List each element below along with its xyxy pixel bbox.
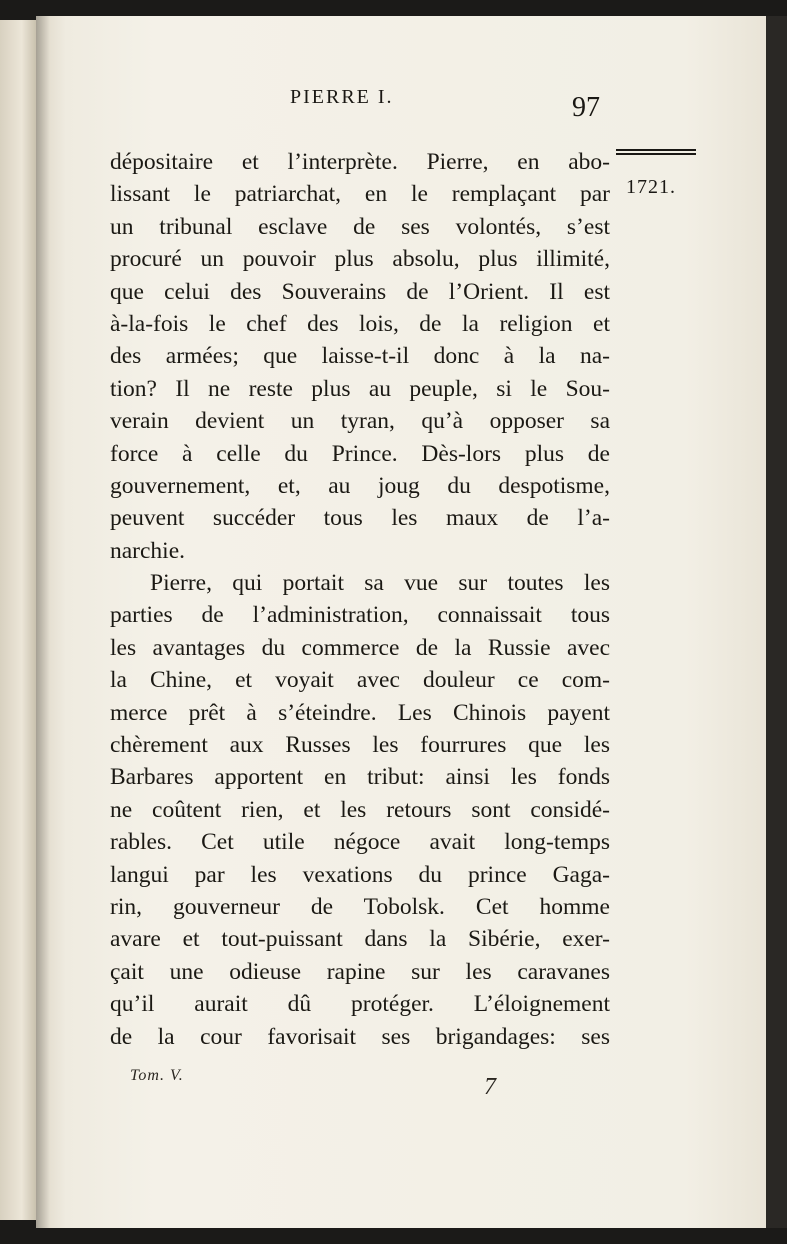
margin-rule [616,149,696,159]
signature-mark: Tom. V. [130,1067,184,1084]
text-line: qu’il aurait dû protéger. L’éloignement [110,991,610,1018]
text-line: rables. Cet utile négoce avait long-temps [110,829,610,856]
text-line: Pierre, qui portait sa vue sur toutes les [150,570,610,597]
text-line: merce prêt à s’éteindre. Les Chinois payent [110,699,610,726]
text-line: parties de l’administration, connaissait tous [110,602,610,629]
text-line: avare et tout-puissant dans la Sibérie, exer- [110,926,610,953]
text-line: lissant le patriarchat, en le remplaçant par [110,181,610,208]
text-line: chèrement aux Russes les fourrures que les [110,732,610,759]
gutter-shadow [36,16,50,1228]
facing-page-edge [0,20,36,1220]
signature-number: 7 [484,1074,496,1100]
text-line: des armées; que laisse-t-il donc à la na- [110,343,610,370]
text-line: ne coûtent rien, et les retours sont considé- [110,796,610,823]
text-line: Barbares apportent en tribut: ainsi les fonds [110,764,610,791]
text-line: la Chine, et voyait avec douleur ce com- [110,667,610,694]
text-line: peuvent succéder tous les maux de l’a- [110,505,610,532]
text-line: rin, gouverneur de Tobolsk. Cet homme [110,893,610,920]
text-line: gouvernement, et, au joug du despotisme, [110,472,610,499]
text-line: les avantages du commerce de la Russie avec [110,634,610,661]
text-line: verain devient un tyran, qu’à opposer sa [110,408,610,435]
text-line: force à celle du Prince. Dès-lors plus de [110,440,610,467]
text-line: procuré un pouvoir plus absolu, plus illimité, [110,246,610,273]
text-line: narchie. [110,537,186,564]
text-line: à-la-fois le chef des lois, de la religion et [110,310,610,337]
margin-year: 1721. [626,176,676,198]
text-line: dépositaire et l’interprète. Pierre, en abo- [110,149,610,175]
page-edge-dark [766,16,787,1228]
text-line: çait une odieuse rapine sur les caravanes [110,958,610,985]
text-line: langui par les vexations du prince Gaga- [110,861,610,888]
text-line: tion? Il ne reste plus au peuple, si le Sou- [110,375,610,402]
text-line: de la cour favorisait ses brigandages: ses [110,1023,610,1050]
body-text [110,146,610,1053]
page-number: 97 [572,92,600,123]
text-line: un tribunal esclave de ses volontés, s’est [110,213,610,240]
text-line: que celui des Souverains de l’Orient. Il est [110,278,610,305]
running-head: PIERRE I. [290,86,394,108]
